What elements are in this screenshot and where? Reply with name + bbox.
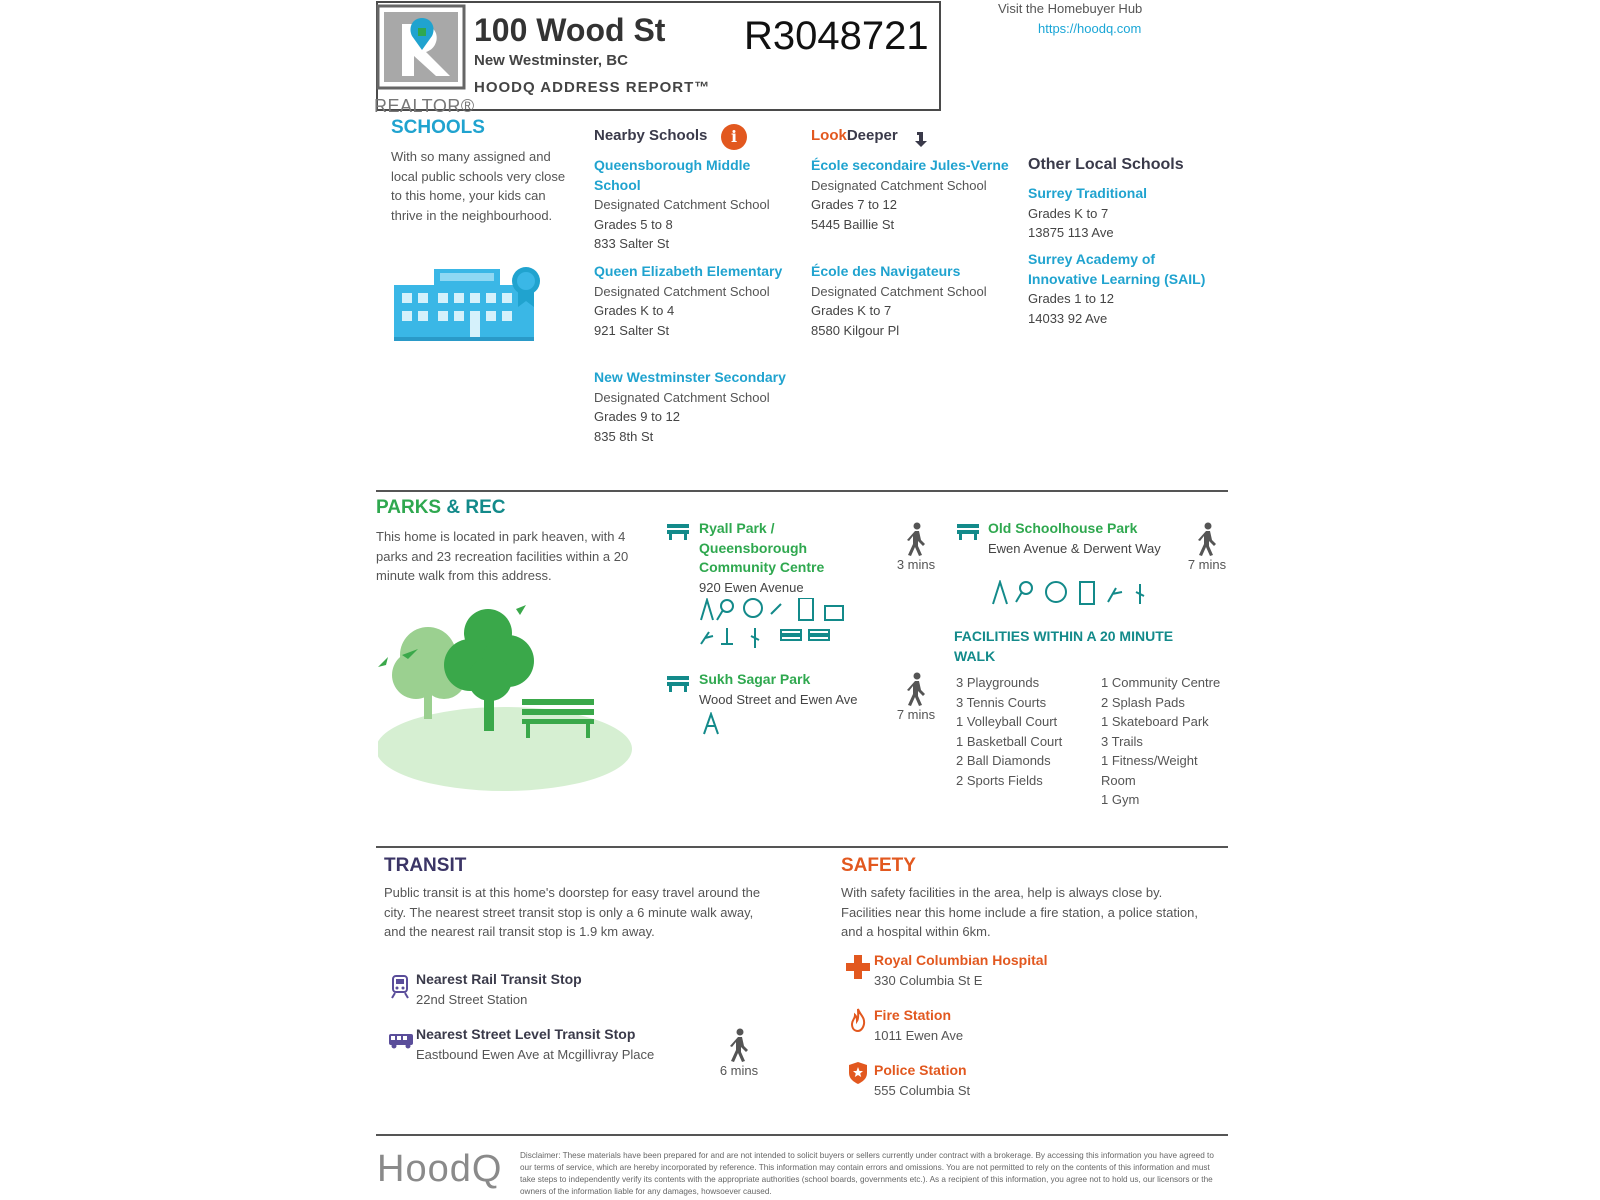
bus-icon: [388, 1033, 414, 1049]
property-city: New Westminster, BC: [474, 52, 628, 69]
school-name[interactable]: Queen Elizabeth Elementary: [594, 263, 783, 279]
disclaimer-text: Disclaimer: These materials have been prepared for and are not intended to solicit buyers or sellers currently under contract with a brokerage. By accessing this information you have agreed to our terms of service, which are hereby incorporated by reference. This information may contain errors and omissions. You are not permitted to rely on the contents of this information and must take steps to independently verify its contents with the appropriate authorities (school boards, governments etc.). As a recipient of this information, you agree not to hold us, our licensors or the owners of the information liable for any damages, howsoever caused.: [520, 1151, 1214, 1196]
school-address: 835 8th St: [594, 428, 654, 444]
school-address: 5445 Baillie St: [811, 216, 895, 232]
walking-person-icon: [904, 522, 928, 556]
safety-facility-address: 1011 Ewen Ave: [874, 1027, 964, 1043]
school-grades: Grades 9 to 12: [594, 409, 680, 424]
park-trees-illustration-icon: [378, 605, 638, 795]
look-deeper-part-b: Deeper: [846, 127, 898, 144]
school-card: [594, 368, 794, 446]
realtor-label: REALTOR®: [374, 96, 475, 116]
school-grades: Grades 1 to 12: [1028, 291, 1114, 306]
rail-stop-value: 22nd Street Station: [416, 991, 528, 1007]
school-address: 921 Salter St: [594, 322, 670, 338]
school-card: [594, 262, 794, 340]
realtor-logo-icon: [376, 4, 468, 90]
police-badge-icon: [849, 1062, 867, 1084]
school-name[interactable]: Queensborough Middle School: [594, 157, 751, 193]
school-grades: Grades K to 7: [1028, 205, 1109, 221]
walk-time: 7 mins: [1187, 557, 1227, 572]
park-name[interactable]: Sukh Sagar Park: [699, 671, 811, 687]
nearby-schools-heading: Nearby Schools: [594, 127, 708, 144]
homebuyer-hub-link[interactable]: https://hoodq.com: [1038, 21, 1142, 36]
school-grades: Grades K to 4: [594, 303, 675, 318]
park-address: 920 Ewen Avenue: [699, 579, 804, 595]
park-card: [699, 670, 879, 709]
facility-item: 2 Ball Diamonds: [956, 753, 1051, 768]
park-name[interactable]: Old Schoolhouse Park: [988, 520, 1138, 536]
school-type: Designated Catchment School: [811, 283, 987, 299]
facilities-list-right: [1101, 673, 1223, 810]
school-building-icon: [394, 265, 544, 341]
parks-title-part-b: & REC: [446, 497, 506, 518]
park-amenities-icons: [990, 580, 1160, 606]
safety-facility-address: 555 Columbia St: [874, 1082, 971, 1098]
parks-title-part-a: PARKS: [376, 497, 442, 518]
school-address: 833 Salter St: [594, 236, 670, 251]
park-address: Wood Street and Ewen Ave: [699, 691, 858, 707]
school-card: [811, 156, 1011, 234]
street-stop-value: Eastbound Ewen Ave at Mcgillivray Place: [416, 1046, 655, 1062]
bench-icon: [956, 522, 980, 540]
flame-icon: [850, 1008, 866, 1032]
school-address: 13875 113 Ave: [1028, 225, 1114, 240]
facility-item: 1 Volleyball Court: [956, 714, 1058, 729]
parks-title: [376, 497, 506, 519]
rail-stop-label: Nearest Rail Transit Stop: [416, 971, 582, 987]
safety-facility-name[interactable]: Royal Columbian Hospital: [874, 952, 1048, 968]
street-transit-stop: [416, 1025, 716, 1064]
hospital-cross-icon: [846, 955, 870, 979]
section-divider: [376, 1134, 1228, 1136]
school-name[interactable]: École des Navigateurs: [811, 263, 961, 279]
safety-facility: [874, 1006, 1174, 1045]
report-name: HOODQ ADDRESS REPORT™: [474, 79, 711, 96]
school-type: Designated Catchment School: [811, 177, 987, 193]
info-icon[interactable]: i: [721, 124, 747, 150]
school-name[interactable]: Surrey Academy of Innovative Learning (SAIL): [1028, 251, 1206, 287]
street-stop-label: Nearest Street Level Transit Stop: [416, 1026, 636, 1042]
bench-icon: [666, 674, 690, 692]
safety-facility-name[interactable]: Fire Station: [874, 1007, 952, 1023]
schools-title: SCHOOLS: [391, 117, 485, 138]
playground-icon: [701, 712, 721, 736]
park-card: [988, 519, 1163, 558]
section-divider: [376, 490, 1228, 492]
facility-item: 3 Tennis Courts: [956, 694, 1047, 710]
facilities-heading: FACILITIES WITHIN A 20 MINUTE WALK: [954, 628, 1174, 664]
walking-person-icon: [904, 672, 928, 706]
facility-item: 1 Fitness/Weight Room: [1101, 753, 1198, 788]
school-grades: Grades 7 to 12: [811, 197, 897, 212]
facility-item: 2 Splash Pads: [1101, 694, 1185, 710]
facility-item: 3 Playgrounds: [956, 675, 1040, 690]
school-address: 8580 Kilgour Pl: [811, 322, 900, 338]
transit-title: TRANSIT: [384, 855, 467, 876]
train-icon: [390, 975, 410, 999]
section-divider: [376, 846, 1228, 848]
facility-item: 1 Community Centre: [1101, 675, 1221, 690]
look-deeper-heading: [811, 127, 898, 144]
school-type: Designated Catchment School: [594, 197, 770, 212]
school-type: Designated Catchment School: [594, 283, 770, 299]
school-name[interactable]: École secondaire Jules-Verne: [811, 157, 1009, 173]
park-name[interactable]: Ryall Park / Queensborough Community Centre: [699, 520, 825, 575]
school-card: [1028, 184, 1228, 243]
property-address: 100 Wood St: [474, 12, 666, 48]
look-deeper-part-a: Look: [811, 127, 847, 144]
park-amenities-icons: [697, 598, 867, 650]
mls-number: R3048721: [744, 14, 929, 58]
walk-time: 7 mins: [896, 707, 936, 722]
school-name[interactable]: New Westminster Secondary: [594, 369, 786, 385]
school-card: [811, 262, 1011, 340]
facility-item: 1 Gym: [1101, 792, 1140, 807]
safety-facility-address: 330 Columbia St E: [874, 972, 983, 988]
safety-facility-name[interactable]: Police Station: [874, 1062, 967, 1078]
transit-description: Public transit is at this home's doorstep for easy travel around the city. The nearest street transit stop is only a 6 minute walk away, and the nearest rail transit stop is 1.9 km away.: [384, 885, 761, 939]
facility-item: 2 Sports Fields: [956, 772, 1043, 788]
bench-icon: [666, 522, 690, 540]
walk-time: 6 mins: [719, 1063, 759, 1078]
walking-person-icon: [727, 1028, 751, 1062]
safety-facility: [874, 951, 1174, 990]
facility-item: 1 Skateboard Park: [1101, 714, 1209, 729]
facility-item: 3 Trails: [1101, 733, 1143, 749]
parks-description: This home is located in park heaven, with 4 parks and 23 recreation facilities within a 20 minute walk from this address.: [376, 529, 629, 583]
school-card: [1028, 250, 1228, 328]
rail-transit-stop: [416, 970, 746, 1009]
facility-item: 1 Basketball Court: [956, 733, 1063, 749]
park-address: Ewen Avenue & Derwent Way: [988, 540, 1161, 556]
safety-title: SAFETY: [841, 855, 916, 876]
safety-description: With safety facilities in the area, help is always close by. Facilities near this home include a fire station, a police station, and a hospital within 6km.: [841, 885, 1198, 939]
school-type: Designated Catchment School: [594, 389, 770, 405]
school-address: 14033 92 Ave: [1028, 310, 1108, 326]
walk-time: 3 mins: [896, 557, 936, 572]
homebuyer-hub-text: Visit the Homebuyer Hub: [998, 1, 1143, 16]
arrow-down-icon: [914, 130, 930, 148]
other-schools-heading: Other Local Schools: [1028, 156, 1184, 173]
school-name[interactable]: Surrey Traditional: [1028, 185, 1148, 201]
school-grades: Grades 5 to 8: [594, 216, 673, 232]
school-grades: Grades K to 7: [811, 303, 892, 318]
park-card: [699, 519, 874, 597]
school-card: [594, 156, 794, 254]
schools-description: With so many assigned and local public schools very close to this home, your kids can thrive in the neighbourhood.: [391, 149, 566, 223]
facilities-list-left: [956, 673, 1096, 790]
walking-person-icon: [1195, 522, 1219, 556]
safety-facility: [874, 1061, 1174, 1100]
hoodq-logo: HoodQ: [377, 1148, 503, 1190]
